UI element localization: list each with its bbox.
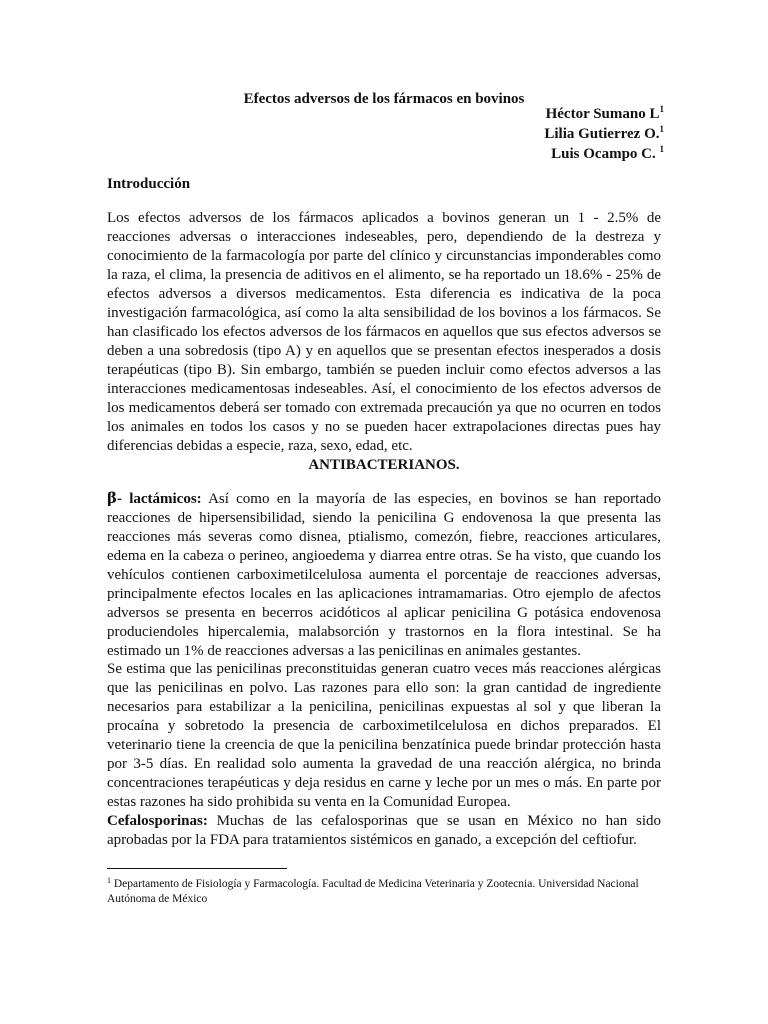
footnote xyxy=(107,877,667,907)
penicilinas-paragraph: Se estima que las penicilinas preconstituidas generan cuatro veces más reacciones alérgicas que las penicilinas en polvo. Las razones para ello son: la gran cantidad de ingrediente necesarios para estabilizar a la penicilina, penicilinas expuestas al sol y que liberan la procaína y sobretodo la presencia de carboximetilcelulosa en dichos preparados. El veterinario tiene la creencia de que la penicilina benzatínica puede brindar protección hasta por 3-5 días. En realidad solo aumenta la gravedad de una reacción alérgica, no brinda concentraciones terapéuticas y deja residus en carne y leche por un mes o más. En parte por estas razones ha sido prohibida su venta en la Comunidad Europea. xyxy=(107,661,661,810)
author-name: Luis Ocampo C. xyxy=(551,146,660,162)
beta-term-text: - lactámicos: xyxy=(116,491,202,507)
beta-lactamicos-paragraph xyxy=(107,489,661,661)
author-3 xyxy=(544,144,664,164)
author-affiliation-marker: 1 xyxy=(659,144,664,154)
cefalosporinas-term: Cefalosporinas: xyxy=(107,813,208,829)
author-name: Lilia Gutierrez O. xyxy=(544,126,660,142)
author-affiliation-marker: 1 xyxy=(659,124,664,134)
beta-lactamicos-body: Así como en la mayoría de las especies, en bovinos se han reportado reacciones de hipersensibilidad, siendo la penicilina G endovenosa la que presenta las reacciones más severas como disnea, ptialismo, comezón, fiebre, reacciones articulares, edema en la cabeza o perineo, angioedema y diarrea entre otras. Se ha visto, que cuando los vehículos contienen carboximetilcelulosa aumenta el porcentaje de reacciones adversas, principalmente efectos locales en las aplicaciones intramamarias. Otro ejemplo de afectos adversos se presenta en becerros acidóticos al aplicar penicilina G potásica endovenosa produciendoles hipercalemia, malabsorción y trastornos en la flora intestinal. Se ha estimado un 1% de reacciones adversas a las penicilinas en animales gestantes. xyxy=(107,491,661,659)
beta-symbol: β xyxy=(107,489,117,507)
author-affiliation-marker: 1 xyxy=(659,104,664,114)
author-2 xyxy=(544,124,664,144)
author-name: Héctor Sumano L xyxy=(545,106,660,122)
antibacterianos-heading: ANTIBACTERIANOS. xyxy=(308,457,460,473)
intro-paragraph: Los efectos adversos de los fármacos aplicados a bovinos generan un 1 - 2.5% de reacciones adversas o interacciones indeseables, pero, dependiendo de la destreza y conocimiento de la farmacología por parte del clínico y circunstancias imponderables como la raza, el clima, la presencia de aditivos en el alimento, se ha reportado un 18.6% - 25% de efectos adversos a diversos medicamentos. Esta diferencia es indicativa de la poca investigación farmacológica, así como la alta sensibilidad de los bovinos a los fármacos. Se han clasificado los efectos adversos de los fármacos en aquellos que sus efectos adversos se deben a una sobredosis (tipo A) y en aquellos que se presentan efectos inesperados a dosis terapéuticas (tipo B). Sin embargo, también se pueden incluir como efectos adversos a las interacciones medicamentosas indeseables. Así, el conocimiento de los efectos adversos de los medicamentos deberá ser tomado con extremada precaución ya que no ocurren en todos los animales en todos los casos y no se pueden hacer extrapolaciones directas pues hay diferencias debidas a especie, raza, sexo, edad, etc. xyxy=(107,210,661,454)
document-title: Efectos adversos de los fármacos en bovinos xyxy=(243,91,525,107)
footnote-marker: 1 xyxy=(107,876,111,885)
footnote-separator xyxy=(107,868,287,869)
cefalosporinas-paragraph xyxy=(107,812,661,850)
author-1 xyxy=(544,104,664,124)
cefalosporinas-body: Muchas de las cefalosporinas que se usan en México no han sido aprobadas por la FDA para tratamientos sistémicos en ganado, a excepción del ceftiofur. xyxy=(107,813,661,848)
author-list xyxy=(544,104,664,164)
footnote-text: Departamento de Fisiología y Farmacología. Facultad de Medicina Veterinaria y Zootecnia. Universidad Nacional Autónoma de México xyxy=(107,878,639,905)
beta-lactamicos-term xyxy=(107,491,202,507)
intro-heading: Introducción xyxy=(107,176,191,192)
